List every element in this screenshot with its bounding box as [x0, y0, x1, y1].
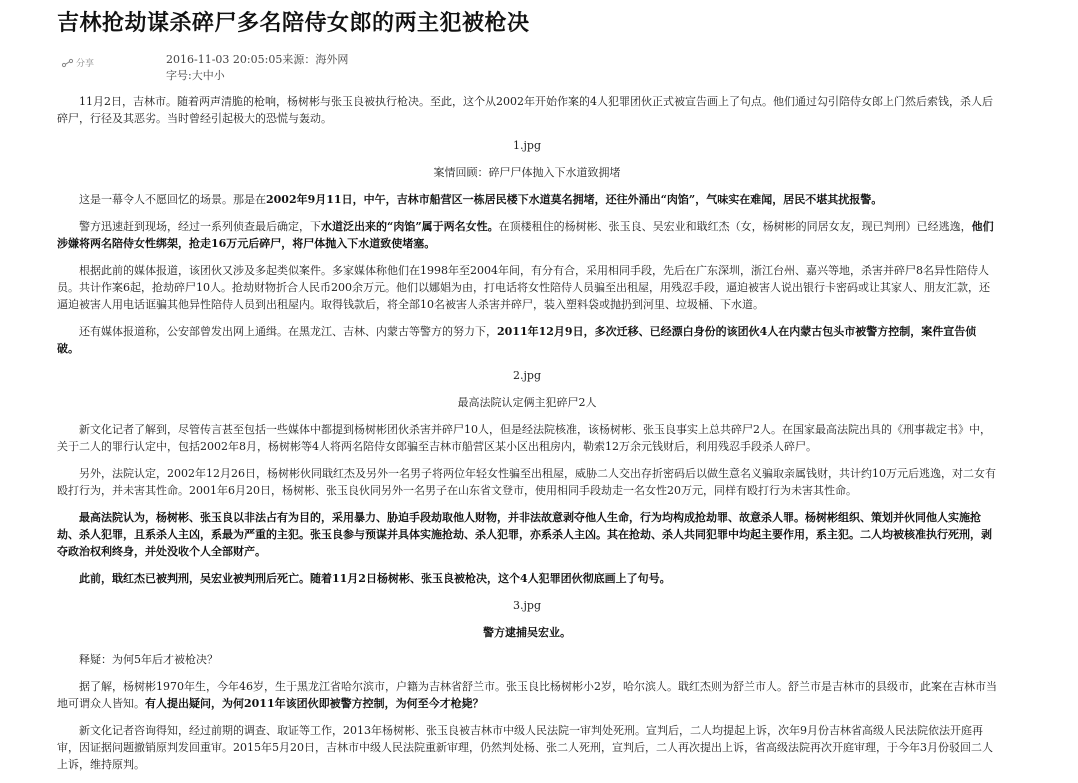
paragraph: 警方迅速赶到现场，经过一系列侦查最后确定，下水道泛出来的“肉馅”属于两名女性。在顶楼租住的杨树彬、张玉良、吴宏业和戢红杰（女，杨树彬的同居女友，现已判刑）已经逃逸，他们涉嫌将两名陪侍女性绑架，抢走16万元后碎尸，将尸体抛入下水道致使堵塞。 — [57, 220, 994, 250]
image-caption: 警方逮捕吴宏业。 — [483, 626, 571, 639]
article-body — [57, 93, 997, 783]
paragraph: 还有媒体报道称，公安部曾发出网上通缉。在黑龙江、吉林、内蒙古等警方的努力下，2011年12月9日，多次迁移、已经漂白身份的该团伙4人在内蒙古包头市被警方控制，案件宣告侦破。 — [57, 325, 977, 355]
paragraph: 这是一幕令人不愿回忆的场景。那是在2002年9月11日，中午，吉林市船营区一栋居民楼下水道莫名拥堵，还往外涌出“肉馅”，气味实在难闻，居民不堪其扰报警。 — [79, 193, 883, 206]
image-caption: 案情回顾：碎尸尸体抛入下水道致拥堵 — [433, 166, 621, 179]
paragraph: 新文化记者了解到，尽管传言甚至包括一些媒体中都提到杨树彬团伙杀害并碎尸10人，但是经法院核准，该杨树彬、张玉良事实上总共碎尸2人。在国家最高法院出具的《刑事裁定书》中，关于二人的罪行认定中，包括2002年8月，杨树彬等4人将两名陪侍女郎骗至吉林市船营区某小区出租房内，勒索12万余元钱财后，利用残忍手段杀人碎尸。 — [57, 423, 991, 453]
paragraph: 11月2日，吉林市。随着两声清脆的枪响，杨树彬与张玉良被执行枪决。至此，这个从2002年开始作案的4人犯罪团伙正式被宣告画上了句点。他们通过勾引陪侍女郎上门然后索钱，杀人后碎尸，行径及其恶劣。当时曾经引起极大的恐慌与轰动。 — [57, 95, 993, 125]
article-meta — [166, 52, 348, 84]
paragraph: 此前，戢红杰已被判刑，吴宏业被判刑后死亡。随着11月2日杨树彬、张玉良被枪决，这个4人犯罪团伙彻底画上了句号。 — [79, 572, 671, 585]
publish-date: 2016-11-03 20:05:05 — [166, 53, 283, 66]
image-filename: 2.jpg — [513, 369, 541, 382]
font-size-control[interactable]: 字号:大中小 — [166, 69, 225, 82]
paragraph: 释疑：为何5年后才被枪决？ — [79, 653, 218, 666]
paragraph: 新文化记者咨询得知，经过前期的调查、取证等工作，2013年杨树彬、张玉良被吉林市中级人民法院一审判处死刑。宣判后，二人均提起上诉，次年9月份吉林省高级人民法院依法开庭再审，因证据问题撤销原判发回重审。2015年5月20日，吉林市中级人民法院重新审理，仍然判处杨、张二人死刑，宣判后，二人再次提出上诉，省高级法院再次开庭审理，于今年3月份驳回二人上诉，维持原判。 — [57, 724, 993, 771]
paragraph: 据了解，杨树彬1970年生，今年46岁，生于黑龙江省哈尔滨市，户籍为吉林省舒兰市。张玉良比杨树彬小2岁，哈尔滨人。戢红杰则为舒兰市人。舒兰市是吉林市的县级市，此案在吉林市当地可谓众人皆知。有人提出疑问，为何2011年该团伙即被警方控制，为何至今才枪毙？ — [57, 680, 997, 710]
paragraph: 根据此前的媒体报道，该团伙又涉及多起类似案件。多家媒体称他们在1998年至2004年间，有分有合，采用相同手段，先后在广东深圳，浙江台州、嘉兴等地，杀害并碎尸8名异性陪侍人员。共计作案6起，抢劫碎尸10人。抢劫财物折合人民币200余万元。他们以娜娼为由，打电话将女性陪侍人员骗至出租屋，用残忍手段，逼迫被害人说出银行卡密码或让其家人、朋友汇款，还逼迫被害人用电话诓骗其他异性陪侍人员到出租屋内。取得钱款后，将全部10名被害人杀害并碎尸，装入塑料袋或抛扔到河里、垃圾桶、下水道。 — [57, 264, 990, 311]
source-name[interactable]: 海外网 — [315, 53, 349, 66]
paragraph: 最高法院认为，杨树彬、张玉良以非法占有为目的，采用暴力、胁迫手段劫取他人财物，并非法故意剥夺他人生命，行为均构成抢劫罪、故意杀人罪。杨树彬组织、策划并伙同他人实施抢劫、杀人犯罪，且系杀人主凶，系最为严重的主犯。张玉良参与预谋并具体实施抢劫、杀人犯罪，亦系杀人主凶。其在抢劫、杀人共同犯罪中均起主要作用，系主犯。二人均被核准执行死刑，剥夺政治权利终身，并处没收个人全部财产。 — [57, 511, 992, 558]
paragraph: 另外，法院认定，2002年12月26日，杨树彬伙同戢红杰及另外一名男子将两位年轻女性骗至出租屋，威胁二人交出存折密码后以做生意名义骗取亲属钱财，共计约10万元后逃逸，对二女有殴打行为，并未害其性命。2001年6月20日，杨树彬、张玉良伙同另外一名男子在山东省文登市，使用相同手段劫走一名女性20万元，同样有殴打行为未害其性命。 — [57, 467, 996, 497]
article-title: 吉林抢劫谋杀碎尸多名陪侍女郎的两主犯被枪决 — [57, 10, 530, 36]
source-prefix: 来源： — [282, 53, 316, 66]
share-label: 分享 — [76, 59, 95, 69]
image-filename: 1.jpg — [513, 139, 541, 152]
image-filename: 3.jpg — [513, 599, 541, 612]
share-icon — [62, 58, 74, 68]
image-caption: 最高法院认定俩主犯碎尸2人 — [457, 396, 597, 409]
share-button[interactable] — [62, 56, 94, 69]
